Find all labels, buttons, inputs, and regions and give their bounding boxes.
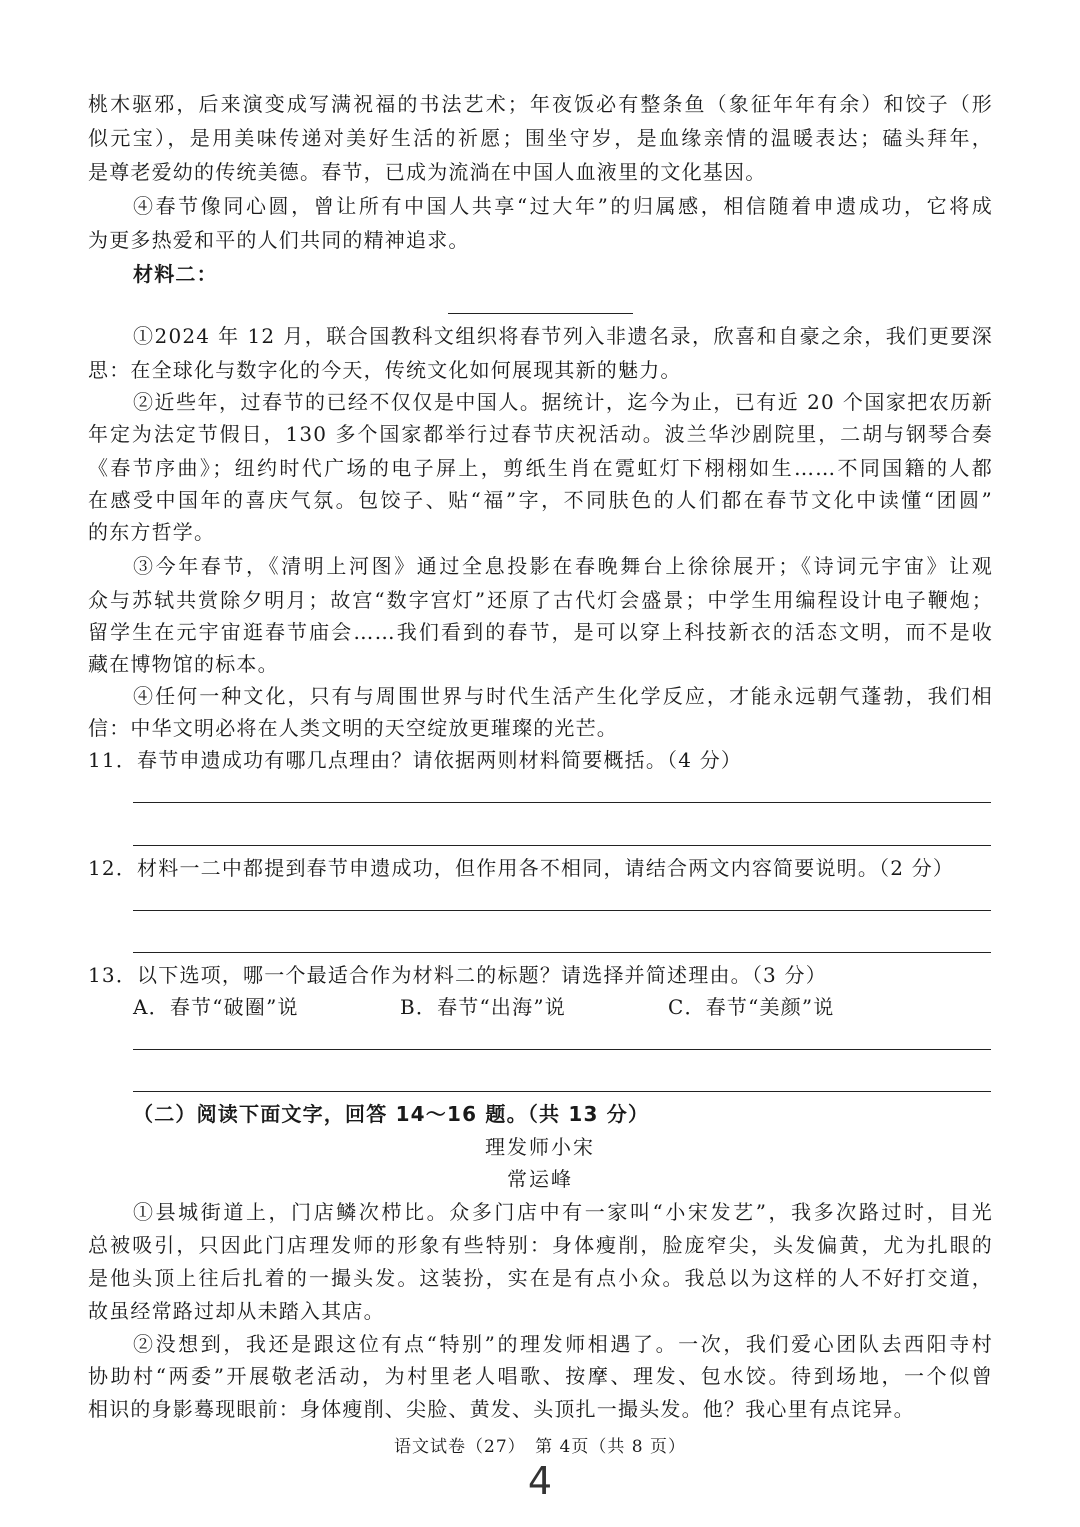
answer-line[interactable] [133,802,991,803]
text-line: ①县城街道上，门店鳞次栉比。众多门店中有一家叫“小宋发艺”，我多次路过时，目光 [133,1200,993,1224]
text-line: 似元宝），是用美味传递对美好生活的祈愿；围坐守岁，是血缘亲情的温暖表达；磕头拜年， [88,126,993,150]
text-line: 的东方哲学。 [88,520,216,544]
text-line: 是他头顶上往后扎着的一撮头发。这装扮，实在是有点小众。我总以为这样的人不好打交道， [88,1266,993,1290]
option-a: A．春节“破圈”说 [133,995,299,1019]
text-line: 思：在全球化与数字化的今天，传统文化如何展现其新的魅力。 [88,358,682,382]
page-footer: 语文试卷（27） 第 4页（共 8 页） [394,1437,686,1457]
question-11: 11．春节申遗成功有哪几点理由？请依据两则材料简要概括。（4 分） [88,748,743,772]
option-b: B．春节“出海”说 [400,995,566,1019]
text-line: ③今年春节，《清明上河图》通过全息投影在春晚舞台上徐徐展开；《诗词元宇宙》让观 [133,554,993,578]
handwritten-page-number: 4 [527,1459,553,1503]
section-two-heading: （二）阅读下面文字，回答 14～16 题。（共 13 分） [133,1102,650,1126]
answer-line[interactable] [133,1049,991,1050]
text-line: 《春节序曲》；纽约时代广场的电子屏上，剪纸生肖在霓虹灯下栩栩如生……不同国籍的人都 [88,456,993,480]
question-13: 13．以下选项，哪一个最适合作为材料二的标题？请选择并简述理由。（3 分） [88,963,827,987]
text-line: 留学生在元宇宙逛春节庙会……我们看到的春节，是可以穿上科技新衣的活态文明，而不是收 [88,620,993,644]
text-line: 协助村“两委”开展敬老活动，为村里老人唱歌、按摩、理发、包水饺。待到场地，一个似曾 [88,1364,993,1388]
text-line: 众与苏轼共赏除夕明月；故宫“数字宫灯”还原了古代灯会盛景；中学生用编程设计电子鞭炮； [88,588,993,612]
text-line: 藏在博物馆的标本。 [88,652,279,676]
text-line: 故虽经常路过却从未踏入其店。 [88,1299,385,1323]
text-line: ①2024 年 12 月，联合国教科文组织将春节列入非遗名录，欣喜和自豪之余，我们更要深 [133,324,993,348]
text-line: 总被吸引，只因此门店理发师的形象有些特别：身体瘦削，脸庞窄尖，头发偏黄，尤为扎眼的 [88,1233,993,1257]
text-line: ②近些年，过春节的已经不仅仅是中国人。据统计，迄今为止，已有近 20 个国家把农历新 [133,390,993,414]
answer-line[interactable] [133,1091,991,1092]
question-12: 12．材料一二中都提到春节申遗成功，但作用各不相同，请结合两文内容简要说明。（2 分） [88,856,955,880]
text-line: 相识的身影蓦现眼前：身体瘦削、尖脸、黄发、头顶扎一撮头发。他？我心里有点诧异。 [88,1397,915,1421]
text-line: 为更多热爱和平的人们共同的精神追求。 [88,228,470,252]
text-line: ④春节像同心圆，曾让所有中国人共享“过大年”的归属感，相信随着申遗成功，它将成 [133,194,993,218]
story-author: 常运峰 [507,1167,573,1191]
option-c: C．春节“美颜”说 [668,995,835,1019]
title-blank-line [448,313,633,314]
story-title: 理发师小宋 [485,1135,595,1159]
text-line: ②没想到，我还是跟这位有点“特别”的理发师相遇了。一次，我们爱心团队去西阳寺村 [133,1332,993,1356]
text-line: ④任何一种文化，只有与周围世界与时代生活产生化学反应，才能永远朝气蓬勃，我们相 [133,684,993,708]
text-line: 年定为法定节假日，130 多个国家都举行过春节庆祝活动。波兰华沙剧院里，二胡与钢琴合奏 [88,422,993,446]
text-line: 是尊老爱幼的传统美德。春节，已成为流淌在中国人血液里的文化基因。 [88,160,767,184]
material-two-label: 材料二： [133,262,218,286]
answer-line[interactable] [133,910,991,911]
answer-line[interactable] [133,952,991,953]
text-line: 信：中华文明必将在人类文明的天空绽放更璀璨的光芒。 [88,716,618,740]
text-line: 桃木驱邪，后来演变成写满祝福的书法艺术；年夜饭必有整条鱼（象征年年有余）和饺子（形 [88,92,993,116]
text-line: 在感受中国年的喜庆气氛。包饺子、贴“福”字，不同肤色的人们都在春节文化中读懂“团圆” [88,488,993,512]
answer-line[interactable] [133,845,991,846]
